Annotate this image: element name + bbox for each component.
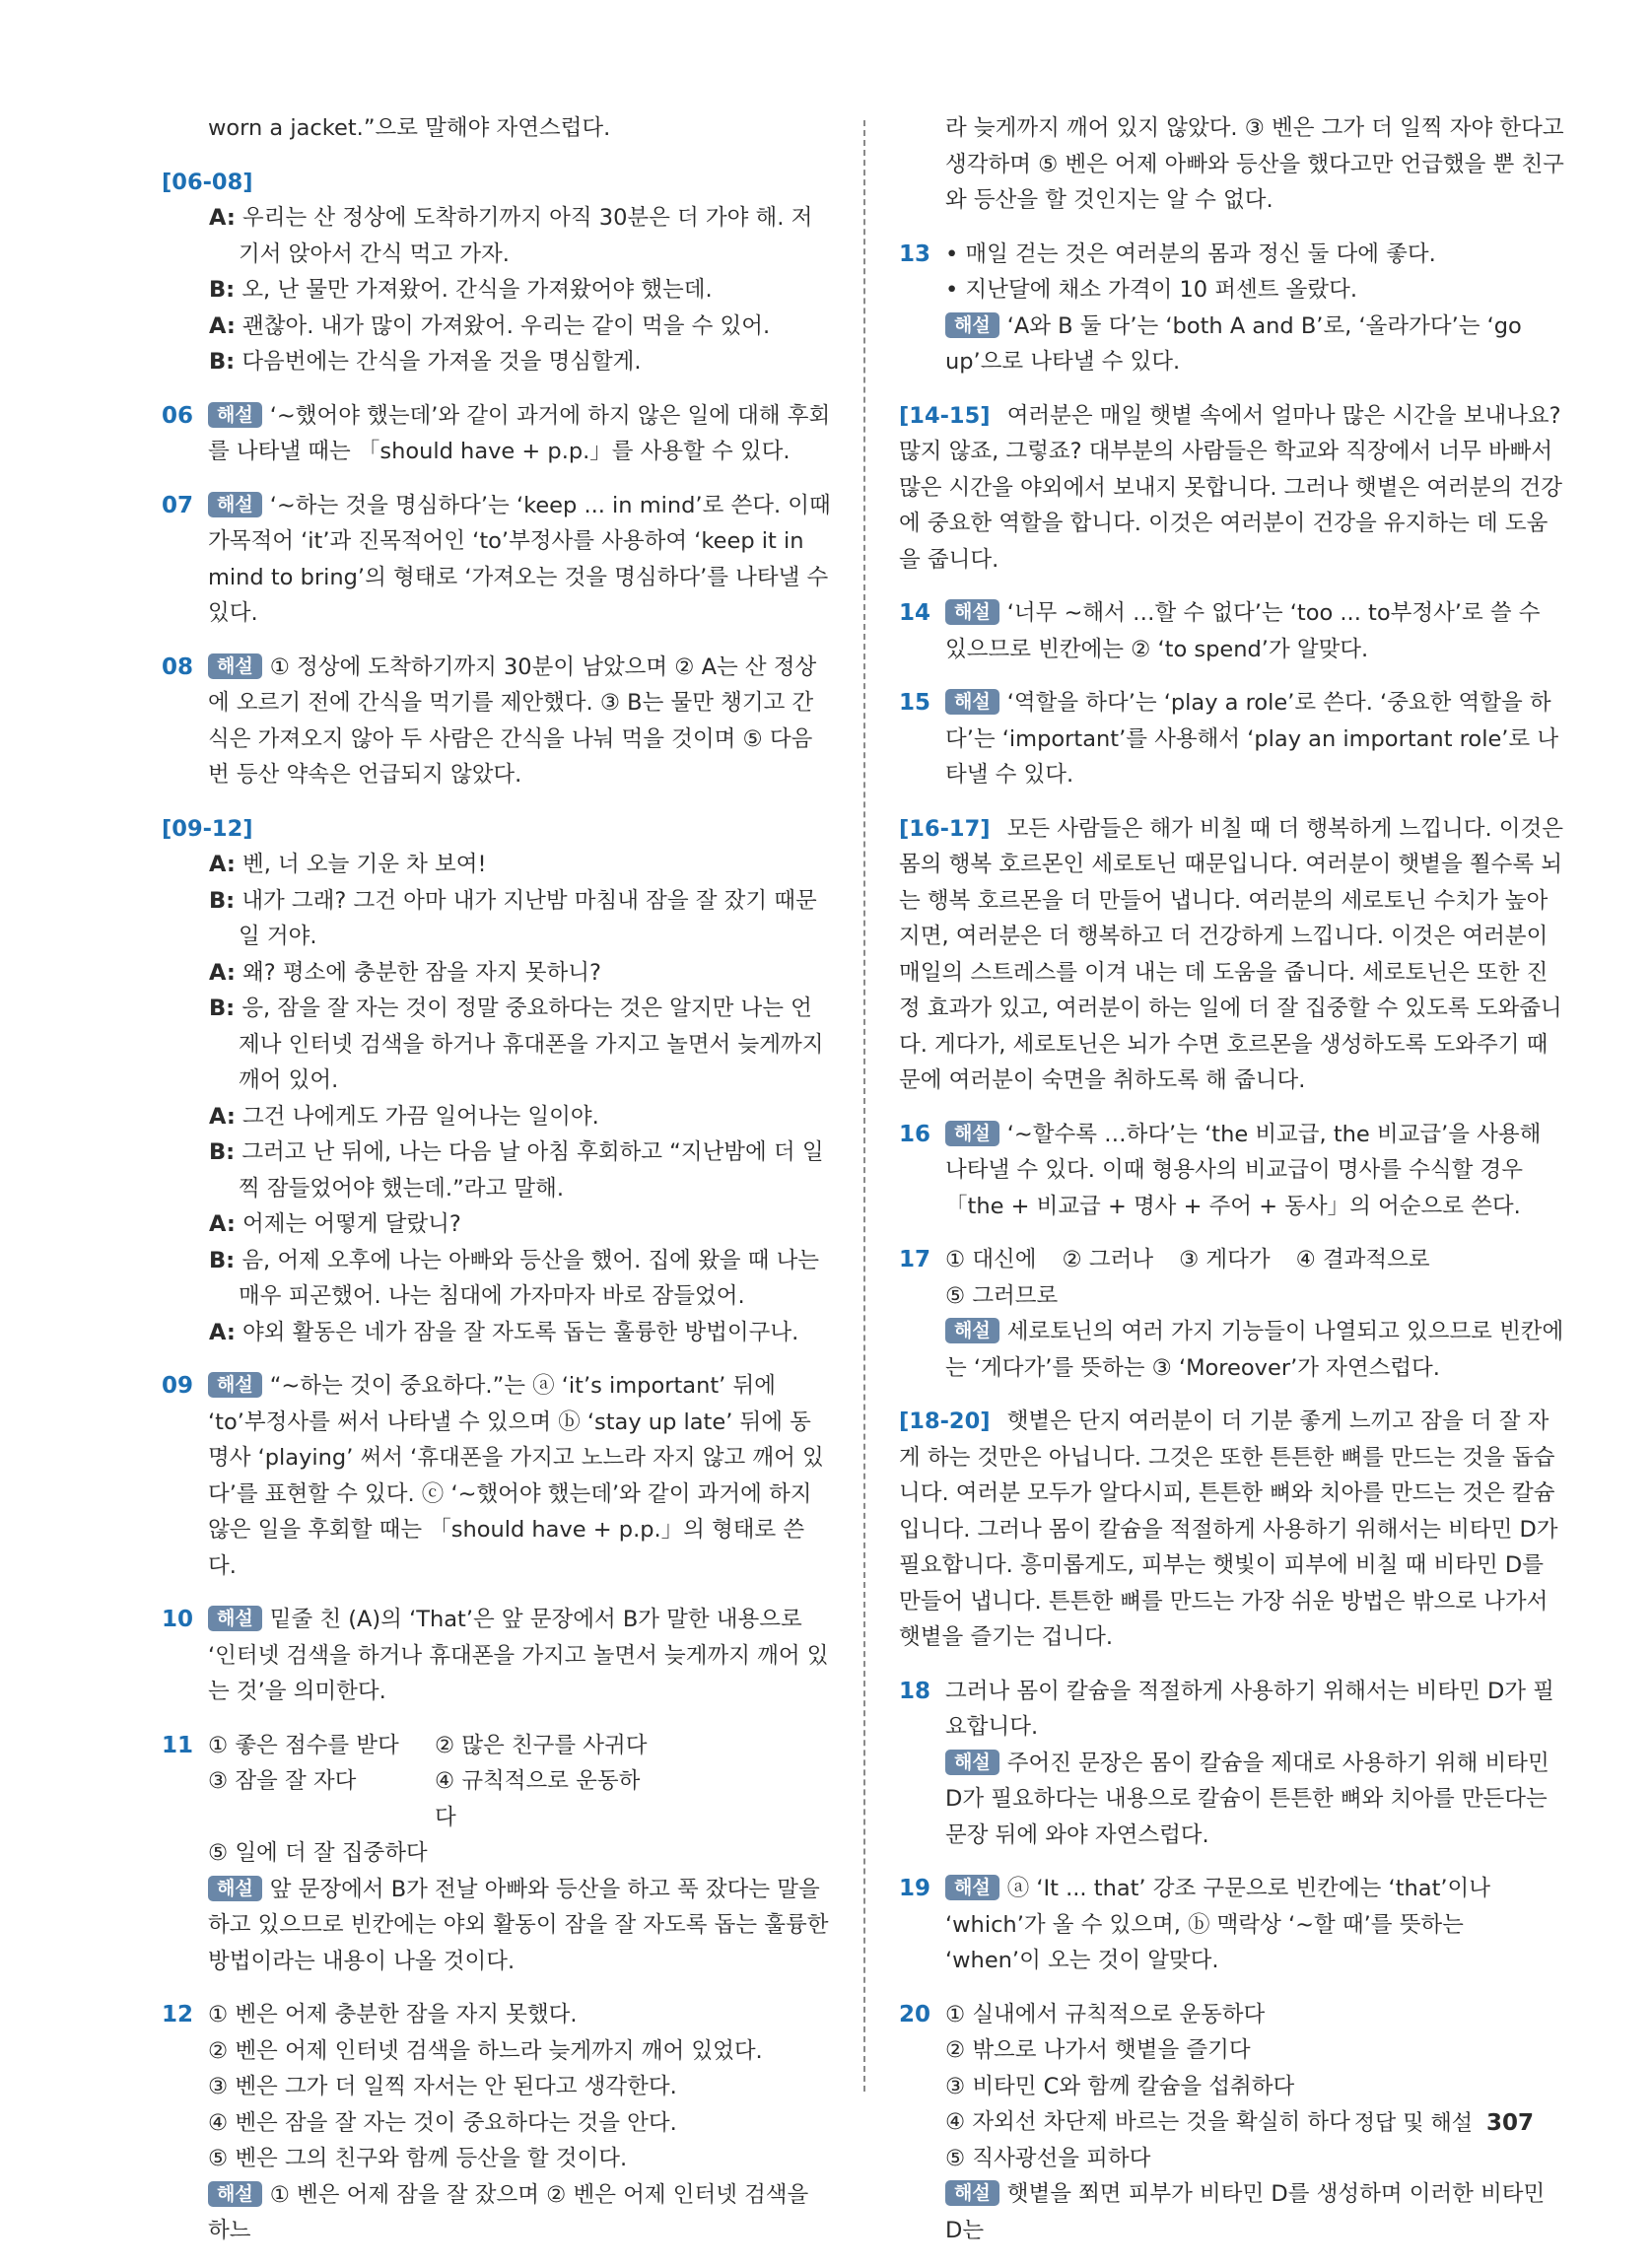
option: ④ 벤은 잠을 잘 자는 것이 중요하다는 것을 안다. [208,2109,677,2136]
explanation-text: ‘~할수록 …하다’는 ‘the 비교급, the 비교급’을 사용해 나타낼 수 있다. 이때 형용사의 비교급이 명사를 수식할 경우 「the + 비교급 + 명사 + 주어 + 동사」의 어순으로 쓴다. [945,1121,1542,1219]
page-footer [1354,2106,1534,2137]
dialogue-line: B: 그러고 난 뒤에, 나는 다음 날 아침 후회하고 “지난밤에 더 일찍 잠들었어야 했는데.”라고 말해. [209,1139,824,1202]
question-16 [899,1117,1565,1225]
explanation-text: ① 벤은 어제 잠을 잘 잤으며 ② 벤은 어제 인터넷 검색을 하느 [208,2181,809,2243]
dialogue-line: A: 그건 나에게도 가끔 일어나는 일이야. [209,1103,599,1130]
dialogue-line: B: 다음번에는 간식을 가져올 것을 명심할게. [209,349,642,375]
explanation-text: ‘A와 B 둘 다’는 ‘both A and B’로, ‘올라가다’는 ‘go up’으로 나타낼 수 있다. [945,312,1522,375]
question-number: 11 [162,1732,194,1758]
section-16-17 [899,811,1565,1099]
passage-text: 햇볕은 단지 여러분이 더 기분 좋게 느끼고 잠을 더 잘 자게 하는 것만은 아닙니다. 그것은 또한 튼튼한 뼈를 만드는 것을 돕습니다. 여러분 모두가 알다시피, 튼튼한 뼈와 치아를 만드는 것은 칼슘입니다. 그러나 몸이 칼슘을 적절하게 사용하기 위해서는 비타민 D가 필요합니다. 흥미롭게도, 피부는 햇빛이 피부에 비칠 때 비타민 D를 만들어 냅니다. 튼튼한 뼈를 만드는 가장 쉬운 방법은 밖으로 나가서 햇볕을 즐기는 겁니다. [899,1408,1558,1650]
passage-text: 모든 사람들은 해가 비칠 때 더 행복하게 느낍니다. 이것은 몸의 행복 호르몬인 세로토닌 때문입니다. 여러분이 햇볕을 쬘수록 뇌는 행복 호르몬을 더 만들어 냅니다. 여러분의 세로토닌 수치가 높아지면, 여러분은 더 행복하고 더 건강하게 느낍니다. 이것은 여러분이 매일의 스트레스를 이겨 내는 데 도움을 줍니다. 세로토닌은 또한 진정 효과가 있고, 여러분이 하는 일에 더 잘 집중할 수 있도록 도와줍니다. 게다가, 세로토닌은 뇌가 수면 호르몬을 생성하도록 도와주기 때문에 여러분이 숙면을 취하도록 해 줍니다. [899,815,1563,1093]
dialogue-line: B: 음, 어제 오후에 나는 아빠와 등산을 했어. 집에 왔을 때 나는 매우 피곤했어. 나는 침대에 가자마자 바로 잠들었어. [209,1247,820,1309]
option: ④ 자외선 차단제 바르는 것을 확실히 하다 [945,2109,1350,2135]
option: ① 좋은 점수를 받다 [208,1732,399,1758]
dialogue-line: B: 내가 그래? 그건 아마 내가 지난밤 마침내 잠을 잘 잤기 때문일 거야. [209,887,817,949]
explanation-text: ⓐ ‘It ... that’ 강조 구문으로 빈칸에는 ‘that’이나 ‘which’가 올 수 있으며, ⓑ 맥락상 ‘~할 때’를 뜻하는 ‘when’이 오는 것이 알맞다. [945,1876,1491,1973]
dialogue-line: B: 응, 잠을 잘 자는 것이 정말 중요하다는 것은 알지만 나는 언제나 인터넷 검색을 하거나 휴대폰을 가지고 놀면서 늦게까지 깨어 있어. [209,996,824,1093]
option: ③ 벤은 그가 더 일찍 자서는 안 된다고 생각한다. [208,2074,677,2099]
question-10 [162,1602,832,1710]
option: ① 실내에서 규칙적으로 운동하다 [945,2001,1266,2027]
section-06-08 [162,165,832,380]
column-divider [863,120,865,2092]
explanation-badge: 해설 [945,312,999,338]
option: ③ 게다가 [1179,1247,1271,1272]
question-number: 14 [899,600,931,626]
explanation-badge: 해설 [945,599,999,625]
question-number: 10 [162,1607,194,1632]
explanation-text: 앞 문장에서 B가 전날 아빠와 등산을 하고 푹 잤다는 말을 하고 있으므로 빈칸에는 야외 활동이 잠을 잘 자도록 돕는 훌륭한 방법이라는 내용이 나올 것이다. [208,1876,829,1974]
bullet-sentence: • 지난달에 채소 가격이 10 퍼센트 올랐다. [945,277,1357,303]
question-12 [162,1997,832,2249]
option-row [208,1728,832,1764]
question-17 [899,1242,1565,1386]
explanation-badge: 해설 [945,689,999,715]
left-column [162,110,832,2267]
section-heading: [09-12] [162,815,253,842]
question-number: 12 [162,2002,194,2027]
option: ① 벤은 어제 충분한 잠을 자지 못했다. [208,2002,578,2027]
continued-text: worn a jacket.”으로 말해야 자연스럽다. [208,115,611,141]
section-14-15 [899,398,1565,579]
option: ⑤ 그러므로 [945,1282,1059,1309]
option: ③ 비타민 C와 함께 칼슘을 섭취하다 [945,2073,1295,2099]
question-11 [162,1728,832,1980]
question-number: 18 [899,1678,931,1704]
question-number: 08 [162,653,194,680]
question-09 [162,1368,832,1584]
option: ② 밖으로 나가서 햇볕을 즐기다 [945,2037,1251,2063]
option: ② 벤은 어제 인터넷 검색을 하느라 늦게까지 깨어 있었다. [208,2037,763,2064]
explanation-text: 주어진 문장은 몸이 칼슘을 제대로 사용하기 위해 비타민 D가 필요하다는 내용으로 칼슘이 튼튼한 뼈와 치아를 만든다는 문장 뒤에 와야 자연스럽다. [945,1750,1549,1848]
question-08 [162,650,832,793]
page-number: 307 [1485,2110,1534,2136]
explanation-text: ① 정상에 도착하기까지 30분이 남았으며 ② A는 산 정상에 오르기 전에 간식을 먹기를 제안했다. ③ B는 물만 챙기고 간식은 가져오지 않아 두 사람은 간식을 나눠 먹을 것이며 ⑤ 다음번 등산 약속은 언급되지 않았다. [208,653,817,788]
section-18-20 [899,1404,1565,1656]
question-number: 15 [899,690,931,716]
question-number: 17 [899,1247,931,1272]
section-09-12 [162,811,832,1351]
section-heading: [14-15] [899,402,991,429]
explanation-text: ‘역할을 하다’는 ‘play a role’로 쓴다. ‘중요한 역할을 하다’는 ‘important’를 사용해서 ‘play an important role’로 나타낼 수 있다. [945,690,1559,788]
explanation-badge: 해설 [208,402,262,428]
dialogue-line: A: 어제는 어떻게 달랐니? [209,1211,461,1237]
option: ① 대신에 [945,1247,1037,1272]
option-row [208,1763,832,1835]
explanation-text: ‘~했어야 했는데’와 같이 과거에 하지 않은 일에 대해 후회를 나타낼 때는 「should have + p.p.」를 사용할 수 있다. [208,402,831,464]
dialogue-line: A: 괜찮아. 내가 많이 가져왔어. 우리는 같이 먹을 수 있어. [209,312,771,339]
explanation-badge: 해설 [208,653,262,679]
question-number: 06 [162,402,194,429]
right-column [899,110,1565,2266]
explanation-badge: 해설 [945,1318,999,1343]
dialogue-line: A: 벤, 너 오늘 기운 차 보여! [209,852,487,877]
question-number: 16 [899,1121,931,1147]
question-number: 19 [899,1876,931,1901]
option-row [945,1242,1565,1314]
dialogue-line: A: 우리는 산 정상에 도착하기까지 아직 30분은 더 가야 해. 저기서 앉아서 간식 먹고 가자. [209,205,813,267]
dialogue-line: A: 야외 활동은 네가 잠을 잘 자도록 돕는 훌륭한 방법이구나. [209,1319,799,1345]
option: ② 많은 친구를 사귀다 [435,1732,648,1758]
footer-label: 정답 및 해설 [1353,2111,1473,2136]
question-number: 07 [162,492,194,518]
explanation-badge: 해설 [208,1606,262,1631]
explanation-text: 밑줄 친 (A)의 ‘That’은 앞 문장에서 B가 말한 내용으로 ‘인터넷 검색을 하거나 휴대폰을 가지고 놀면서 늦게까지 깨어 있는 것’을 의미한다. [208,1607,829,1704]
question-06 [162,398,832,470]
explanation-badge: 해설 [208,2181,262,2207]
answer-sentence: 그러나 몸이 칼슘을 적절하게 사용하기 위해서는 비타민 D가 필요합니다. [945,1678,1554,1740]
question-19 [899,1871,1565,1979]
option: ③ 잠을 잘 자다 [208,1768,357,1794]
passage-text: 여러분은 매일 햇볕 속에서 얼마나 많은 시간을 보내나요? 많지 않죠, 그렇죠? 대부분의 사람들은 학교와 직장에서 너무 바빠서 많은 시간을 야외에서 보내지 못합니다. 그러나 햇볕은 여러분의 건강에 중요한 역할을 합니다. 이것은 여러분이 건강을 유지하는 데 도움을 줍니다. [899,402,1562,573]
option: ⑤ 벤은 그의 친구와 함께 등산을 할 것이다. [208,2146,628,2171]
question-number: 20 [899,2001,931,2027]
explanation-text: ‘~하는 것을 명심하다’는 ‘keep ... in mind’로 쓴다. 이때 가목적어 ‘it’과 진목적어인 ‘to’부정사를 사용하여 ‘keep it in mind to bring’의 형태로 ‘가져오는 것을 명심하다’를 나타낼 수 있다. [208,492,831,626]
option: ④ 규칙적으로 운동하다 [435,1768,641,1830]
option: ⑤ 일에 더 잘 집중하다 [208,1840,428,1866]
explanation-badge: 해설 [945,1121,999,1146]
explanation-text: ‘너무 ~해서 …할 수 없다’는 ‘too ... to부정사’로 쓸 수 있으므로 빈칸에는 ② ‘to spend’가 알맞다. [945,600,1541,662]
explanation-badge: 해설 [945,2180,999,2206]
question-18 [899,1674,1565,1854]
option: ② 그러나 [1062,1247,1154,1272]
question-13 [899,237,1565,380]
option: ④ 결과적으로 [1295,1247,1430,1272]
explanation-badge: 해설 [208,492,262,517]
question-number: 09 [162,1373,194,1399]
option: ⑤ 직사광선을 피하다 [945,2145,1151,2171]
question-15 [899,685,1565,793]
explanation-badge: 해설 [208,1372,262,1398]
section-heading: [06-08] [162,169,253,195]
dialogue-line: A: 왜? 평소에 충분한 잠을 자지 못하니? [209,959,601,986]
section-heading: [18-20] [899,1408,991,1434]
question-07 [162,488,832,632]
explanation-badge: 해설 [208,1876,262,1901]
question-14 [899,595,1565,667]
question-number: 13 [899,240,931,267]
section-heading: [16-17] [899,815,991,842]
bullet-sentence: • 매일 걷는 것은 여러분의 몸과 정신 둘 다에 좋다. [945,240,1436,267]
explanation-text: 햇볕을 쬐면 피부가 비타민 D를 생성하며 이러한 비타민 D는 [945,2181,1546,2243]
explanation-text: “~하는 것이 중요하다.”는 ⓐ ‘it’s important’ 뒤에 ‘to’부정사를 써서 나타낼 수 있으며 ⓑ ‘stay up late’ 뒤에 동명사 ‘playing’ 써서 ‘휴대폰을 가지고 노느라 자지 않고 깨어 있다’를 표현할 수 있다. ⓒ ‘~했어야 했는데’와 같이 과거에 하지 않은 일을 후회할 때는 「should have + p.p.」의 형태로 쓴다. [208,1373,824,1579]
explanation-badge: 해설 [945,1750,999,1775]
continued-text: 라 늦게까지 깨어 있지 않았다. ③ 벤은 그가 더 일찍 자야 한다고 생각하며 ⑤ 벤은 어제 아빠와 등산을 했다고만 언급했을 뿐 친구와 등산을 할 것인지는 알 수 없다. [945,115,1564,213]
explanation-text: 세로토닌의 여러 가지 기능들이 나열되고 있으므로 빈칸에는 ‘게다가’를 뜻하는 ③ ‘Moreover’가 자연스럽다. [945,1319,1564,1381]
explanation-badge: 해설 [945,1875,999,1900]
dialogue-line: B: 오, 난 물만 가져왔어. 간식을 가져왔어야 했는데. [209,277,713,303]
